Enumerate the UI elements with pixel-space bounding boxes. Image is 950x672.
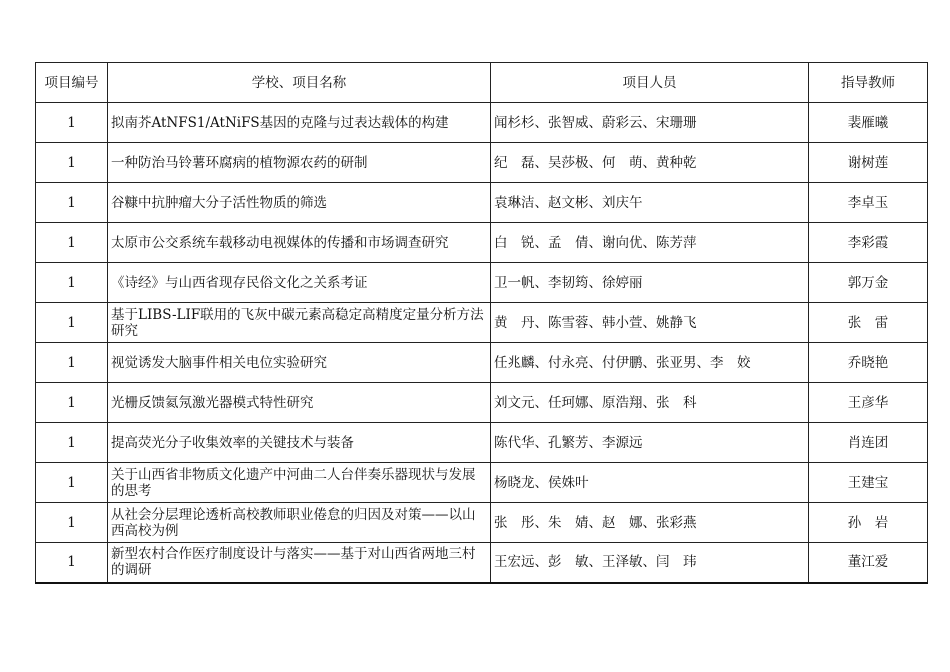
table-row bbox=[36, 503, 928, 543]
row-advisor-cell: 张 雷 bbox=[809, 303, 928, 343]
row-id-cell: 1 bbox=[36, 143, 108, 183]
row-title-cell: 拟南芥AtNFS1/AtNiFS基因的克隆与过表达载体的构建 bbox=[108, 103, 491, 143]
table-row bbox=[36, 143, 928, 183]
row-members-cell: 卫一帆、李韧筠、徐婷丽 bbox=[491, 263, 809, 303]
row-id-cell: 1 bbox=[36, 543, 108, 583]
row-id-cell: 1 bbox=[36, 183, 108, 223]
row-advisor-cell: 董江爱 bbox=[809, 543, 928, 583]
row-id-cell: 1 bbox=[36, 223, 108, 263]
row-members-cell: 任兆麟、付永亮、付伊鹏、张亚男、李 姣 bbox=[491, 343, 809, 383]
row-title-cell: 谷糠中抗肿瘤大分子活性物质的筛选 bbox=[108, 183, 491, 223]
table-row bbox=[36, 383, 928, 423]
header-members: 项目人员 bbox=[491, 63, 809, 103]
project-table bbox=[35, 62, 928, 584]
row-advisor-cell: 王彦华 bbox=[809, 383, 928, 423]
header-id: 项目编号 bbox=[36, 63, 108, 103]
row-members-cell: 刘文元、任珂娜、原浩翔、张 科 bbox=[491, 383, 809, 423]
row-members-cell: 袁琳洁、赵文彬、刘庆午 bbox=[491, 183, 809, 223]
row-id-cell: 1 bbox=[36, 303, 108, 343]
table-header-row bbox=[36, 63, 928, 103]
header-advisor: 指导教师 bbox=[809, 63, 928, 103]
row-id-cell: 1 bbox=[36, 103, 108, 143]
row-title-cell: 《诗经》与山西省现存民俗文化之关系考证 bbox=[108, 263, 491, 303]
row-id-cell: 1 bbox=[36, 423, 108, 463]
row-title-cell: 基于LIBS-LIF联用的飞灰中碳元素高稳定高精度定量分析方法研究 bbox=[108, 303, 491, 343]
table-row bbox=[36, 343, 928, 383]
table-body bbox=[36, 103, 928, 583]
row-advisor-cell: 王建宝 bbox=[809, 463, 928, 503]
row-title-cell: 太原市公交系统车载移动电视媒体的传播和市场调查研究 bbox=[108, 223, 491, 263]
row-members-cell: 张 彤、朱 婧、赵 娜、张彩燕 bbox=[491, 503, 809, 543]
row-title-cell: 关于山西省非物质文化遗产中河曲二人台伴奏乐器现状与发展的思考 bbox=[108, 463, 491, 503]
row-members-cell: 杨晓龙、侯姝叶 bbox=[491, 463, 809, 503]
row-advisor-cell: 乔晓艳 bbox=[809, 343, 928, 383]
row-advisor-cell: 李卓玉 bbox=[809, 183, 928, 223]
table-row bbox=[36, 423, 928, 463]
table-row bbox=[36, 463, 928, 503]
row-advisor-cell: 裴雁曦 bbox=[809, 103, 928, 143]
row-members-cell: 陈代华、孔繁芳、李源远 bbox=[491, 423, 809, 463]
row-id-cell: 1 bbox=[36, 263, 108, 303]
row-title-cell: 光栅反馈氦氖激光器模式特性研究 bbox=[108, 383, 491, 423]
row-members-cell: 黄 丹、陈雪蓉、韩小萱、姚静飞 bbox=[491, 303, 809, 343]
row-advisor-cell: 谢树莲 bbox=[809, 143, 928, 183]
row-members-cell: 白 锐、孟 倩、谢向优、陈芳萍 bbox=[491, 223, 809, 263]
table-row bbox=[36, 103, 928, 143]
row-id-cell: 1 bbox=[36, 463, 108, 503]
row-members-cell: 王宏远、彭 敏、王泽敏、闫 玮 bbox=[491, 543, 809, 583]
header-school-project: 学校、项目名称 bbox=[108, 63, 491, 103]
row-id-cell: 1 bbox=[36, 503, 108, 543]
row-advisor-cell: 孙 岩 bbox=[809, 503, 928, 543]
table-row bbox=[36, 543, 928, 583]
table-row bbox=[36, 263, 928, 303]
row-title-cell: 视觉诱发大脑事件相关电位实验研究 bbox=[108, 343, 491, 383]
row-title-cell: 提高荧光分子收集效率的关键技术与装备 bbox=[108, 423, 491, 463]
table-row bbox=[36, 303, 928, 343]
row-members-cell: 闻杉杉、张智威、蔚彩云、宋珊珊 bbox=[491, 103, 809, 143]
row-title-cell: 从社会分层理论透析高校教师职业倦怠的归因及对策——以山西高校为例 bbox=[108, 503, 491, 543]
row-id-cell: 1 bbox=[36, 343, 108, 383]
row-title-cell: 一种防治马铃薯环腐病的植物源农药的研制 bbox=[108, 143, 491, 183]
row-advisor-cell: 肖连团 bbox=[809, 423, 928, 463]
row-title-cell: 新型农村合作医疗制度设计与落实——基于对山西省两地三村的调研 bbox=[108, 543, 491, 583]
row-advisor-cell: 李彩霞 bbox=[809, 223, 928, 263]
table-row bbox=[36, 183, 928, 223]
row-id-cell: 1 bbox=[36, 383, 108, 423]
row-advisor-cell: 郭万金 bbox=[809, 263, 928, 303]
table-row bbox=[36, 223, 928, 263]
row-members-cell: 纪 磊、吴莎极、何 萌、黄种乾 bbox=[491, 143, 809, 183]
